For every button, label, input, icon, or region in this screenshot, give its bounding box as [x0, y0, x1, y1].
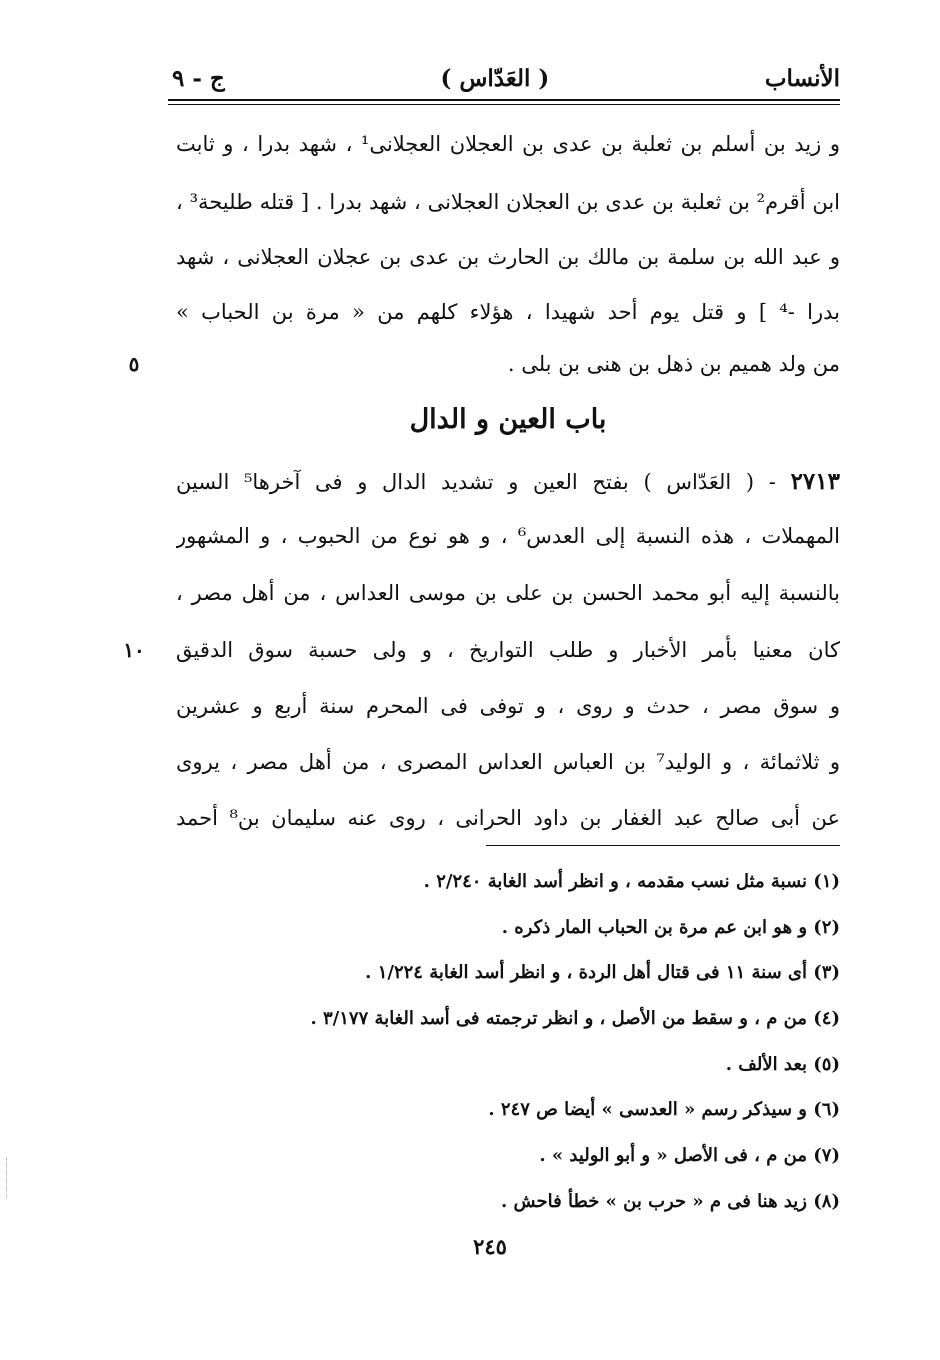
entry-first-line — [176, 462, 840, 502]
body-line: و عبد الله بن سلمة بن مالك بن الحارث بن عدى بن عجلان العجلانى ، شهد — [176, 245, 840, 269]
footnote: (٧) من م ، فى الأصل « و أبو الوليد » . — [539, 1145, 840, 1166]
entry-line: عن أبى صالح عبد الغفار بن داود الحرانى ، روى عنه سليمان بن⁸ أحمد — [176, 806, 840, 830]
scan-edge-mark — [6, 1158, 9, 1198]
entry-line: بالنسبة إليه أبو محمد الحسن بن على بن موسى العداس ، من أهل مصر ، — [176, 581, 840, 605]
footnote: (٤) من م ، و سقط من الأصل ، و انظر ترجمته فى أسد الغابة ٣/١٧٧ . — [310, 1008, 840, 1029]
margin-line-number: ١٠ — [123, 638, 145, 662]
footnote: (١) نسبة مثل نسب مقدمه ، و انظر أسد الغابة ٢/٢٤٠ . — [423, 871, 840, 892]
footnote-separator — [486, 845, 840, 846]
entry-title: ( العَدّاس ) — [440, 64, 550, 92]
running-header — [172, 58, 840, 98]
body-line: ابن أقرم² بن ثعلبة بن عدى بن العجلان العجلانى ، شهد بدرا . [ قتله طليحة³ ، — [176, 190, 840, 214]
footnote: (٥) بعد الألف . — [725, 1054, 840, 1075]
book-title: الأنساب — [764, 64, 840, 92]
section-heading: باب العين و الدال — [409, 404, 607, 435]
entry-line: و سوق مصر ، حدث و روى ، و توفى فى المحرم سنة أربع و عشرين — [176, 694, 840, 718]
margin-line-number: ٥ — [128, 352, 140, 376]
body-line: بدرا -⁴ ] و قتل يوم أحد شهيدا ، هؤلاء كلهم من « مرة بن الحباب » — [176, 300, 840, 324]
footnote: (٨) زيد هنا فى م « حرب بن » خطأ فاحش . — [501, 1191, 840, 1212]
header-rule-thin — [168, 104, 840, 105]
entry-line: المهملات ، هذه النسبة إلى العدس⁶ ، و هو نوع من الحبوب ، و المشهور — [176, 524, 840, 548]
entry-first-line-text: - ( العَدّاس ) بفتح العين و تشديد الدال و فى آخرها⁵ السين — [176, 470, 776, 494]
body-line: من ولد هميم بن ذهل بن هنى بن بلى . — [507, 352, 840, 376]
footnote: (٢) و هو ابن عم مرة بن الحباب المار ذكره . — [501, 917, 840, 938]
volume-label: ج - ٩ — [172, 64, 225, 92]
page-number: ٢٤٥ — [473, 1234, 507, 1259]
header-rule-thick — [168, 99, 840, 101]
footnote: (٦) و سيذكر رسم « العدسى » أيضا ص ٢٤٧ . — [488, 1099, 840, 1120]
entry-line: و ثلاثمائة ، و الوليد⁷ بن العباس العداس المصرى ، من أهل مصر ، يروى — [176, 750, 840, 774]
entry-line: كان معنيا بأمر الأخبار و طلب التواريخ ، و ولى حسبة سوق الدقيق — [176, 638, 840, 662]
footnote: (٣) أى سنة ١١ فى قتال أهل الردة ، و انظر أسد الغابة ١/٢٢٤ . — [365, 962, 840, 983]
entry-number: ٢٧١٣ — [790, 468, 840, 495]
body-line: و زيد بن أسلم بن ثعلبة بن عدى بن العجلان العجلانى¹ ، شهد بدرا ، و ثابت — [176, 132, 840, 156]
